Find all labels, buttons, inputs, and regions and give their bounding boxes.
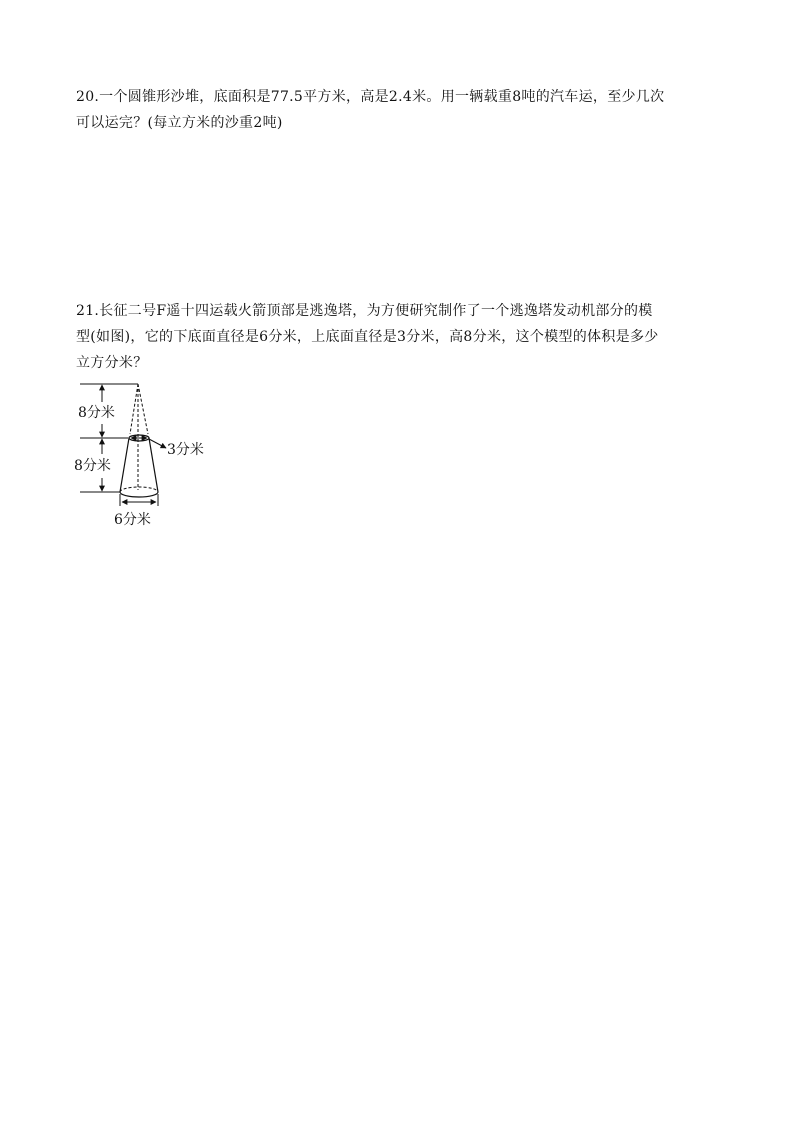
top-height-label: 8分米 bbox=[78, 405, 115, 421]
question-21-line-1: 21.长征二号F遥十四运载火箭顶部是逃逸塔，为方便研究制作了一个逃逸塔发动机部分的模 bbox=[76, 303, 653, 319]
frustum-right-side bbox=[149, 438, 158, 492]
frustum-left-side bbox=[120, 438, 129, 492]
bottom-height-label: 8分米 bbox=[74, 458, 111, 474]
top-diameter-pointer bbox=[149, 439, 166, 448]
question-20 bbox=[76, 84, 726, 136]
bottom-face-back-arc bbox=[120, 487, 158, 492]
bottom-face-front-arc bbox=[120, 492, 158, 497]
frustum-figure bbox=[72, 382, 222, 532]
cone-extension-right bbox=[138, 384, 148, 434]
question-20-line-1: 20.一个圆锥形沙堆，底面积是77.5平方米，高是2.4米。用一辆载重8吨的汽车运，至少几次 bbox=[76, 89, 665, 105]
question-20-line-2: 可以运完？(每立方米的沙重2吨) bbox=[76, 115, 283, 131]
top-diameter-label: 3分米 bbox=[167, 442, 204, 458]
question-21-line-3: 立方分米？ bbox=[76, 355, 148, 371]
question-21-line-2: 型(如图)，它的下底面直径是6分米，上底面直径是3分米，高8分米，这个模型的体积是多少 bbox=[76, 329, 659, 345]
cone-extension-left bbox=[130, 384, 138, 434]
bottom-diameter-label: 6分米 bbox=[114, 512, 151, 528]
question-21 bbox=[76, 298, 726, 376]
